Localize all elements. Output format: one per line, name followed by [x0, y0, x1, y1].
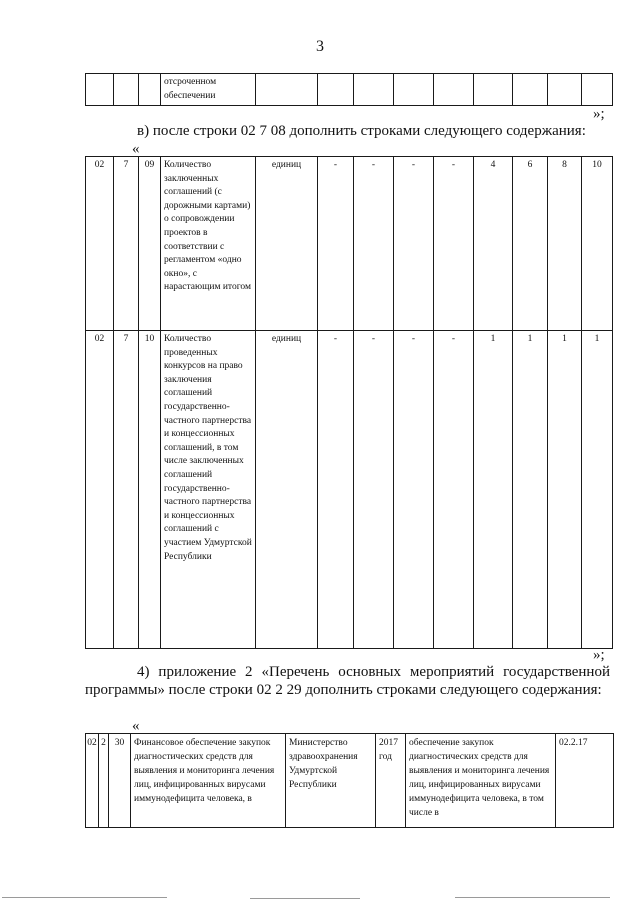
value-cell: - [394, 157, 434, 331]
closing-quote-1: »; [593, 106, 605, 122]
executor-cell: Министерство здравоохранения Удмуртской Республики [286, 734, 376, 828]
value-cell [354, 74, 394, 106]
table-row [86, 74, 613, 106]
expected-result-cell: обеспечение закупок диагностических средств для выявления и мониторинга лечения лиц, инфицированных вирусами иммунодефицита человека, в том числе в [406, 734, 556, 828]
value-cell: - [434, 331, 474, 649]
value-cell: 1 [582, 331, 613, 649]
value-cell [513, 74, 548, 106]
value-cell: - [318, 157, 354, 331]
code-a-cell: 02 [86, 331, 114, 649]
table-row [86, 734, 614, 828]
value-cell [474, 74, 513, 106]
related-indicator-cell: 02.2.17 [556, 734, 614, 828]
unit-cell [256, 74, 318, 106]
value-cell: - [434, 157, 474, 331]
value-cell [548, 74, 582, 106]
closing-quote-2: »; [593, 647, 605, 663]
value-cell: - [394, 331, 434, 649]
code-c-cell [139, 74, 161, 106]
period-cell: 2017 год [376, 734, 406, 828]
paragraph-4: 4) приложение 2 «Перечень основных мероприятий государственной программы» после строки 02 2 29 дополнить строками следующего содержания: [85, 664, 610, 698]
indicator-name-cell: Количество проведенных конкурсов на право заключения соглашений государственно-частного партнерства и концессионных соглашений, в том числе заключенных соглашений государственно-частного партнерства и концессионных соглашений с участием Удмуртской Республики [161, 331, 256, 649]
code-b-cell: 7 [114, 157, 139, 331]
code-a-cell [86, 74, 114, 106]
value-cell: 1 [513, 331, 548, 649]
opening-quote-2: « [132, 718, 140, 734]
value-cell [434, 74, 474, 106]
value-cell: 1 [474, 331, 513, 649]
value-cell: 1 [548, 331, 582, 649]
table-row [86, 157, 613, 331]
value-cell [582, 74, 613, 106]
unit-cell: единиц [256, 331, 318, 649]
scan-artifact-line [250, 898, 360, 899]
paragraph-v: в) после строки 02 7 08 дополнить строками следующего содержания: [137, 123, 586, 139]
value-cell: - [354, 157, 394, 331]
table-row [86, 331, 613, 649]
page-number: 3 [316, 38, 324, 55]
activities-table-new-row [85, 733, 614, 828]
indicator-name-cell: Количество заключенных соглашений (с дорожными картами) о сопровождении проектов в соответствии с регламентом «одно окно», с нарастающим итогом [161, 157, 256, 331]
code-c-cell: 09 [139, 157, 161, 331]
code-b-cell: 7 [114, 331, 139, 649]
activity-name-cell: Финансовое обеспечение закупок диагностических средств для выявления и мониторинга лечения лиц, инфицированных вирусами иммунодефицита человека, в [131, 734, 286, 828]
value-cell: 8 [548, 157, 582, 331]
value-cell [394, 74, 434, 106]
indicator-table-fragment-top [85, 73, 613, 106]
indicator-name-cell: отсроченном обеспечении [161, 74, 256, 106]
scan-artifact-line [2, 897, 167, 898]
code-c-cell: 10 [139, 331, 161, 649]
code-a-cell: 02 [86, 157, 114, 331]
value-cell: 10 [582, 157, 613, 331]
value-cell: 6 [513, 157, 548, 331]
scan-artifact-line [455, 897, 610, 898]
code-b-cell: 2 [99, 734, 109, 828]
unit-cell: единиц [256, 157, 318, 331]
value-cell: - [318, 331, 354, 649]
value-cell [318, 74, 354, 106]
code-c-cell: 30 [109, 734, 131, 828]
value-cell: 4 [474, 157, 513, 331]
opening-quote-1: « [132, 141, 140, 157]
value-cell: - [354, 331, 394, 649]
indicator-table-new-rows [85, 156, 613, 649]
code-a-cell: 02 [86, 734, 99, 828]
code-b-cell [114, 74, 139, 106]
